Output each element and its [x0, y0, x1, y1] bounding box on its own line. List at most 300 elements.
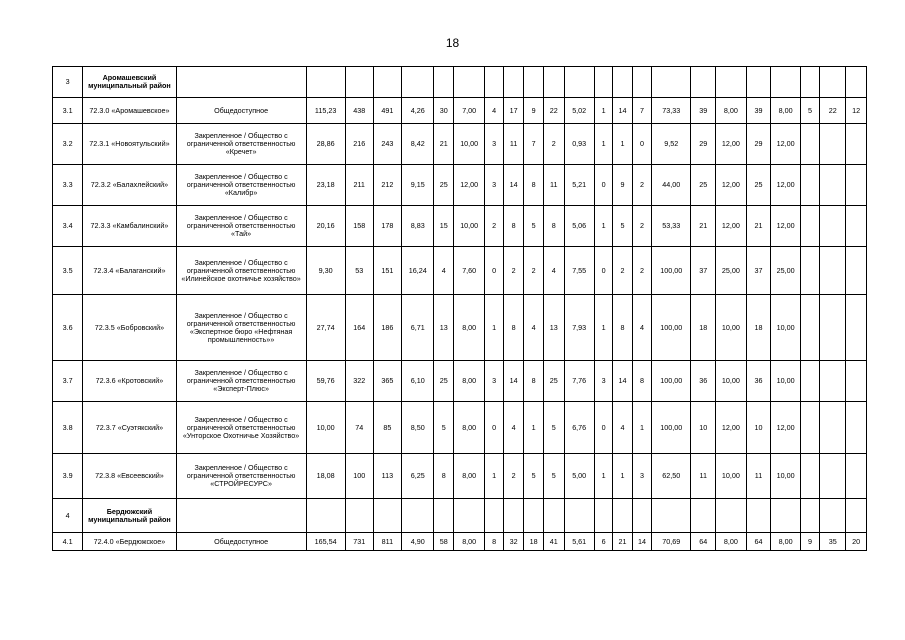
table-cell: 9 — [613, 165, 633, 206]
row-number-cell: 3.1 — [53, 98, 83, 124]
table-cell: 3 — [594, 361, 612, 402]
table-cell: 7,93 — [564, 295, 594, 361]
area-name-cell: 72.4.0 «Бердюжское» — [83, 533, 176, 551]
table-cell: 7,00 — [453, 98, 484, 124]
table-cell: 11 — [503, 124, 524, 165]
table-cell: 12,00 — [716, 206, 746, 247]
table-row — [53, 206, 867, 247]
status-cell: Общедоступное — [176, 533, 306, 551]
table-cell — [613, 67, 633, 98]
table-cell: 10,00 — [306, 402, 345, 454]
status-cell: Закрепленное / Общество с ограниченной ответственностью «Экспертное бюро «Нефтяная промышленность»» — [176, 295, 306, 361]
table-cell: 20,16 — [306, 206, 345, 247]
status-cell: Закрепленное / Общество с ограниченной ответственностью «Унторское Охотничье Хозяйство» — [176, 402, 306, 454]
table-cell: 73,33 — [652, 98, 691, 124]
table-cell: 9,15 — [401, 165, 434, 206]
table-cell: 2 — [613, 247, 633, 295]
table-cell — [800, 361, 820, 402]
table-cell: 5 — [800, 98, 820, 124]
table-cell: 37 — [691, 247, 716, 295]
table-cell — [632, 67, 652, 98]
table-cell: 53,33 — [652, 206, 691, 247]
table-cell: 8,83 — [401, 206, 434, 247]
table-cell — [800, 206, 820, 247]
table-cell: 212 — [373, 165, 401, 206]
table-cell: 12,00 — [453, 165, 484, 206]
table-cell: 3 — [632, 454, 652, 499]
table-cell — [652, 499, 691, 533]
table-cell: 62,50 — [652, 454, 691, 499]
table-cell: 2 — [503, 454, 524, 499]
table-cell — [401, 67, 434, 98]
table-cell — [373, 499, 401, 533]
table-cell: 12,00 — [716, 124, 746, 165]
status-cell: Закрепленное / Общество с ограниченной ответственностью «СТРОЙРЕСУРС» — [176, 454, 306, 499]
table-cell — [345, 499, 373, 533]
table-cell: 2 — [503, 247, 524, 295]
row-number-cell: 3.9 — [53, 454, 83, 499]
table-cell: 1 — [594, 206, 612, 247]
table-cell: 22 — [820, 98, 846, 124]
table-cell: 731 — [345, 533, 373, 551]
table-cell: 21 — [691, 206, 716, 247]
table-cell — [632, 499, 652, 533]
table-cell: 178 — [373, 206, 401, 247]
table-cell — [401, 499, 434, 533]
table-row — [53, 124, 867, 165]
table-cell: 10,00 — [771, 454, 800, 499]
table-cell: 1 — [594, 454, 612, 499]
area-name-cell: 72.3.0 «Аромашевское» — [83, 98, 176, 124]
table-cell: 53 — [345, 247, 373, 295]
table-cell: 158 — [345, 206, 373, 247]
table-cell: 0 — [632, 124, 652, 165]
row-number-cell: 3.7 — [53, 361, 83, 402]
row-number-cell: 3.4 — [53, 206, 83, 247]
table-cell: 10,00 — [716, 361, 746, 402]
table-cell — [746, 67, 771, 98]
table-cell: 8 — [613, 295, 633, 361]
table-cell — [453, 499, 484, 533]
table-cell: 8 — [434, 454, 454, 499]
table-cell — [820, 247, 846, 295]
table-cell — [503, 67, 524, 98]
table-cell: 21 — [746, 206, 771, 247]
row-number-cell: 4 — [53, 499, 83, 533]
table-cell: 11 — [543, 165, 564, 206]
table-cell — [564, 499, 594, 533]
row-number-cell: 3.3 — [53, 165, 83, 206]
table-cell: 4 — [485, 98, 503, 124]
table-cell: 25,00 — [771, 247, 800, 295]
table-cell — [820, 124, 846, 165]
area-name-cell: 72.3.2 «Балахлейский» — [83, 165, 176, 206]
table-cell: 10,00 — [453, 124, 484, 165]
table-cell: 5 — [543, 454, 564, 499]
status-cell — [176, 67, 306, 98]
table-cell: 165,54 — [306, 533, 345, 551]
table-cell: 6,71 — [401, 295, 434, 361]
table-cell: 41 — [543, 533, 564, 551]
table-cell: 5 — [613, 206, 633, 247]
table-cell: 8,00 — [453, 454, 484, 499]
table-cell — [716, 499, 746, 533]
table-cell: 100 — [345, 454, 373, 499]
table-cell — [543, 67, 564, 98]
table-cell — [800, 67, 820, 98]
table-cell: 0 — [594, 165, 612, 206]
table-row — [53, 454, 867, 499]
table-cell — [524, 499, 544, 533]
table-cell — [846, 67, 867, 98]
table-cell: 5,21 — [564, 165, 594, 206]
table-cell: 8,50 — [401, 402, 434, 454]
table-cell — [306, 67, 345, 98]
table-cell: 8,00 — [453, 402, 484, 454]
row-number-cell: 4.1 — [53, 533, 83, 551]
table-cell: 7,60 — [453, 247, 484, 295]
table-cell — [800, 165, 820, 206]
table-cell: 17 — [503, 98, 524, 124]
table-cell: 1 — [485, 295, 503, 361]
table-cell: 0 — [594, 402, 612, 454]
table-cell — [820, 361, 846, 402]
table-cell: 35 — [820, 533, 846, 551]
table-cell: 0 — [485, 402, 503, 454]
table-cell: 25 — [691, 165, 716, 206]
table-cell — [771, 499, 800, 533]
table-cell: 8 — [632, 361, 652, 402]
table-cell — [820, 165, 846, 206]
table-cell: 100,00 — [652, 361, 691, 402]
district-row — [53, 499, 867, 533]
table-cell: 100,00 — [652, 402, 691, 454]
table-cell: 5 — [524, 454, 544, 499]
table-cell: 2 — [632, 206, 652, 247]
table-cell: 18 — [746, 295, 771, 361]
table-cell: 18,08 — [306, 454, 345, 499]
table-cell: 6,10 — [401, 361, 434, 402]
table-cell: 30 — [434, 98, 454, 124]
table-cell: 8 — [524, 361, 544, 402]
table-cell: 21 — [434, 124, 454, 165]
table-cell: 12,00 — [716, 402, 746, 454]
table-cell — [820, 499, 846, 533]
table-cell: 29 — [746, 124, 771, 165]
table-cell: 29 — [691, 124, 716, 165]
table-cell: 8 — [503, 295, 524, 361]
status-cell: Закрепленное / Общество с ограниченной ответственностью «Калибр» — [176, 165, 306, 206]
table-cell: 2 — [524, 247, 544, 295]
table-cell — [846, 206, 867, 247]
table-cell: 6 — [594, 533, 612, 551]
table-cell — [594, 499, 612, 533]
table-cell: 100,00 — [652, 247, 691, 295]
table-cell: 1 — [632, 402, 652, 454]
page-number: 18 — [445, 36, 460, 50]
table-cell: 0 — [594, 247, 612, 295]
table-cell: 2 — [632, 165, 652, 206]
table-cell: 10,00 — [453, 206, 484, 247]
table-cell: 13 — [434, 295, 454, 361]
table-cell: 186 — [373, 295, 401, 361]
table-cell: 64 — [691, 533, 716, 551]
table-cell: 25 — [543, 361, 564, 402]
table-cell: 64 — [746, 533, 771, 551]
table-cell — [652, 67, 691, 98]
table-row — [53, 247, 867, 295]
table-cell — [716, 67, 746, 98]
table-cell: 4,26 — [401, 98, 434, 124]
table-cell — [771, 67, 800, 98]
area-name-cell: 72.3.1 «Новоятульский» — [83, 124, 176, 165]
table-cell — [800, 402, 820, 454]
table-cell: 28,86 — [306, 124, 345, 165]
table-cell: 8,00 — [453, 533, 484, 551]
table-row — [53, 402, 867, 454]
table-cell: 8,42 — [401, 124, 434, 165]
table-cell: 10,00 — [716, 295, 746, 361]
table-cell — [820, 402, 846, 454]
status-cell: Закрепленное / Общество с ограниченной ответственностью «Илинейское охотничье хозяйство» — [176, 247, 306, 295]
area-name-cell: 72.3.8 «Евсеевский» — [83, 454, 176, 499]
status-cell — [176, 499, 306, 533]
table-cell: 243 — [373, 124, 401, 165]
table-cell: 13 — [543, 295, 564, 361]
hunting-grounds-table — [52, 66, 867, 551]
area-name-cell: 72.3.4 «Балаганский» — [83, 247, 176, 295]
table-cell: 1 — [613, 124, 633, 165]
table-cell — [594, 67, 612, 98]
table-cell: 14 — [632, 533, 652, 551]
district-row — [53, 67, 867, 98]
table-cell: 211 — [345, 165, 373, 206]
table-cell: 8,00 — [771, 533, 800, 551]
table-cell: 20 — [846, 533, 867, 551]
table-cell — [691, 499, 716, 533]
table-cell: 9 — [524, 98, 544, 124]
row-number-cell: 3.8 — [53, 402, 83, 454]
table-cell: 11 — [691, 454, 716, 499]
table-cell: 7 — [632, 98, 652, 124]
table-cell: 21 — [613, 533, 633, 551]
table-cell: 11 — [746, 454, 771, 499]
table-cell: 6,25 — [401, 454, 434, 499]
table-cell — [846, 124, 867, 165]
table-cell: 44,00 — [652, 165, 691, 206]
row-number-cell: 3.5 — [53, 247, 83, 295]
area-name-cell: Бердюжский муниципальный район — [83, 499, 176, 533]
table-cell: 3 — [485, 165, 503, 206]
table-cell: 4 — [524, 295, 544, 361]
table-cell: 14 — [503, 165, 524, 206]
table-cell: 4 — [503, 402, 524, 454]
area-name-cell: 72.3.5 «Бобровский» — [83, 295, 176, 361]
table-row — [53, 533, 867, 551]
table-cell: 4 — [632, 295, 652, 361]
table-cell — [800, 499, 820, 533]
table-cell: 115,23 — [306, 98, 345, 124]
table-cell: 3 — [485, 124, 503, 165]
area-name-cell: 72.3.6 «Кротовский» — [83, 361, 176, 402]
table-cell: 10,00 — [716, 454, 746, 499]
table-cell — [746, 499, 771, 533]
table-cell — [345, 67, 373, 98]
table-cell: 12,00 — [771, 206, 800, 247]
table-cell — [543, 499, 564, 533]
table-cell — [820, 454, 846, 499]
area-name-cell: 72.3.7 «Суэтякский» — [83, 402, 176, 454]
table-cell: 1 — [594, 295, 612, 361]
table-cell: 5 — [524, 206, 544, 247]
table-cell: 8,00 — [453, 295, 484, 361]
table-cell: 216 — [345, 124, 373, 165]
table-cell: 5,06 — [564, 206, 594, 247]
status-cell: Общедоступное — [176, 98, 306, 124]
table-cell — [846, 499, 867, 533]
table-cell: 10 — [746, 402, 771, 454]
table-cell: 7,76 — [564, 361, 594, 402]
table-cell: 1 — [594, 124, 612, 165]
table-cell: 5,61 — [564, 533, 594, 551]
table-cell: 8,00 — [453, 361, 484, 402]
table-row — [53, 165, 867, 206]
table-cell: 14 — [503, 361, 524, 402]
table-cell: 2 — [543, 124, 564, 165]
table-cell: 5 — [543, 402, 564, 454]
row-number-cell: 3.6 — [53, 295, 83, 361]
table-cell: 811 — [373, 533, 401, 551]
table-cell: 37 — [746, 247, 771, 295]
table-cell: 4 — [613, 402, 633, 454]
status-cell: Закрепленное / Общество с ограниченной ответственностью «Тай» — [176, 206, 306, 247]
table-cell: 491 — [373, 98, 401, 124]
table-cell: 322 — [345, 361, 373, 402]
table-cell: 1 — [613, 454, 633, 499]
table-cell: 5,00 — [564, 454, 594, 499]
table-cell: 59,76 — [306, 361, 345, 402]
table-cell: 36 — [746, 361, 771, 402]
table-cell: 70,69 — [652, 533, 691, 551]
table-cell — [846, 402, 867, 454]
table-cell: 85 — [373, 402, 401, 454]
table-cell: 10,00 — [771, 295, 800, 361]
table-cell: 12,00 — [771, 165, 800, 206]
table-cell — [306, 499, 345, 533]
table-cell — [846, 454, 867, 499]
row-number-cell: 3.2 — [53, 124, 83, 165]
table-cell: 14 — [613, 98, 633, 124]
table-cell: 8,00 — [771, 98, 800, 124]
table-cell — [503, 499, 524, 533]
table-cell — [820, 67, 846, 98]
table-cell — [485, 499, 503, 533]
status-cell: Закрепленное / Общество с ограниченной ответственностью «Эксперт-Плюс» — [176, 361, 306, 402]
table-cell: 58 — [434, 533, 454, 551]
table-cell: 2 — [485, 206, 503, 247]
table-cell: 36 — [691, 361, 716, 402]
table-cell: 25,00 — [716, 247, 746, 295]
table-cell: 25 — [746, 165, 771, 206]
table-cell — [800, 454, 820, 499]
table-cell: 100,00 — [652, 295, 691, 361]
table-cell: 1 — [594, 98, 612, 124]
table-cell: 164 — [345, 295, 373, 361]
table-cell: 151 — [373, 247, 401, 295]
table-cell — [846, 247, 867, 295]
table-cell: 8 — [485, 533, 503, 551]
table-cell: 9,30 — [306, 247, 345, 295]
table-cell — [564, 67, 594, 98]
table-cell: 18 — [691, 295, 716, 361]
table-cell: 23,18 — [306, 165, 345, 206]
table-cell: 9 — [800, 533, 820, 551]
table-cell: 8 — [543, 206, 564, 247]
table-cell — [434, 499, 454, 533]
table-cell: 14 — [613, 361, 633, 402]
table-cell: 18 — [524, 533, 544, 551]
table-cell: 4 — [434, 247, 454, 295]
table-cell: 27,74 — [306, 295, 345, 361]
table-cell — [453, 67, 484, 98]
table-cell: 2 — [632, 247, 652, 295]
table-cell — [485, 67, 503, 98]
table-cell: 25 — [434, 165, 454, 206]
table-cell: 39 — [746, 98, 771, 124]
table-cell: 8,00 — [716, 98, 746, 124]
table-cell — [800, 247, 820, 295]
table-cell: 8,00 — [716, 533, 746, 551]
table-cell: 39 — [691, 98, 716, 124]
table-cell — [373, 67, 401, 98]
table-cell — [846, 165, 867, 206]
table-cell: 10 — [691, 402, 716, 454]
table-cell: 8 — [524, 165, 544, 206]
table-cell: 16,24 — [401, 247, 434, 295]
table-cell: 5 — [434, 402, 454, 454]
table-cell: 3 — [485, 361, 503, 402]
table-cell: 12 — [846, 98, 867, 124]
table-cell — [820, 206, 846, 247]
table-cell: 12,00 — [716, 165, 746, 206]
table-row — [53, 361, 867, 402]
status-cell: Закрепленное / Общество с ограниченной ответственностью «Кречет» — [176, 124, 306, 165]
area-name-cell: Аромашевский муниципальный район — [83, 67, 176, 98]
area-name-cell: 72.3.3 «Камбалинский» — [83, 206, 176, 247]
table-cell — [846, 295, 867, 361]
table-row — [53, 295, 867, 361]
table-cell: 0,93 — [564, 124, 594, 165]
table-cell: 9,52 — [652, 124, 691, 165]
table-cell: 15 — [434, 206, 454, 247]
table-cell: 6,76 — [564, 402, 594, 454]
row-number-cell: 3 — [53, 67, 83, 98]
table-cell: 7,55 — [564, 247, 594, 295]
table-cell — [800, 124, 820, 165]
table-cell: 5,02 — [564, 98, 594, 124]
table-cell: 1 — [524, 402, 544, 454]
table-row — [53, 98, 867, 124]
table-cell — [613, 499, 633, 533]
table-cell: 32 — [503, 533, 524, 551]
table-cell: 74 — [345, 402, 373, 454]
table-cell — [691, 67, 716, 98]
table-cell: 10,00 — [771, 361, 800, 402]
table-cell: 365 — [373, 361, 401, 402]
table-cell: 12,00 — [771, 402, 800, 454]
table-cell: 22 — [543, 98, 564, 124]
table-cell: 4,90 — [401, 533, 434, 551]
